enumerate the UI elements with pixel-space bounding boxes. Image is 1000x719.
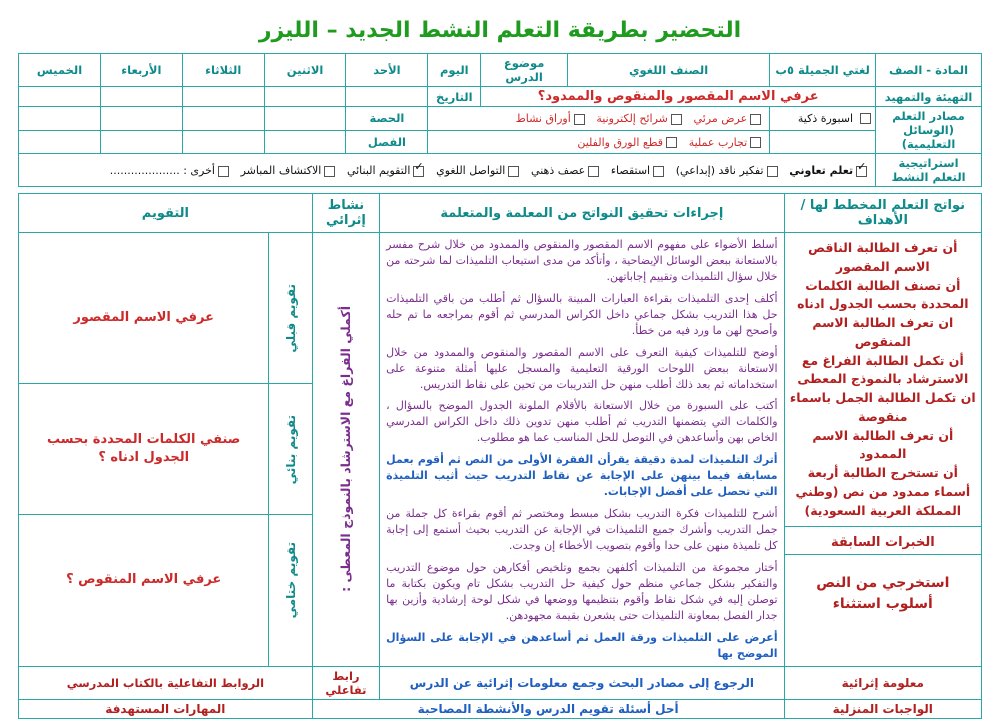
procedure-paragraph: أوضح للتلميذات كيفية التعرف على الاسم المقصور والمنقوص والممدود من خلال الاستعانة ببعض اللوحات الورقية التعليمية والمسجل عليها أمثلة متنوعة على استخداماته ثم بعد ذلك أطلب منهن حل التدريبات من تحين على نقاط التدريس. bbox=[386, 345, 777, 393]
date-label: التاريخ bbox=[428, 87, 481, 107]
main-table bbox=[18, 193, 982, 719]
checkbox-icon[interactable] bbox=[324, 166, 335, 177]
header-table bbox=[18, 53, 982, 187]
eval-type-row bbox=[269, 384, 311, 515]
eval-type-pre bbox=[269, 253, 311, 384]
lesson-title: عرفي الاسم المقصور والمنقوص والممدود؟ bbox=[481, 87, 876, 107]
evaluation-column bbox=[19, 233, 269, 667]
date-thursday[interactable] bbox=[19, 87, 101, 107]
eval-text-formative: صنفي الكلمات المحددة بحسب الجدول ادناه ؟ bbox=[19, 384, 268, 515]
resource-experiments-label: تجارب عملية bbox=[689, 136, 747, 149]
checkbox-icon[interactable] bbox=[860, 113, 871, 124]
resource-slides[interactable] bbox=[596, 112, 681, 125]
checkbox-icon[interactable] bbox=[218, 166, 229, 177]
date-tuesday[interactable] bbox=[182, 87, 264, 107]
period-label: الحصة bbox=[346, 107, 428, 131]
goal-item: أن تصنف الطالبة الكلمات المحددة بحسب الجدول ادناه bbox=[789, 277, 977, 315]
enrichment-column bbox=[312, 233, 379, 667]
checkbox-icon[interactable] bbox=[666, 137, 677, 148]
enrichment-info-label: معلومة إثرائية bbox=[784, 666, 981, 699]
goals-list bbox=[785, 233, 981, 527]
class-tuesday[interactable] bbox=[100, 130, 182, 154]
prior-experience-label-text: الخبرات السابقة bbox=[831, 535, 935, 550]
branch-label: الصنف اللغوي bbox=[567, 54, 769, 87]
eval-type-final-label: تقويم ختامي bbox=[284, 542, 298, 618]
class-monday[interactable] bbox=[182, 130, 264, 154]
period-monday[interactable] bbox=[182, 107, 264, 131]
subject-label: المادة - الصف bbox=[876, 54, 982, 87]
goal-item: ان تعرف الطالبة الاسم المنقوص bbox=[789, 314, 977, 352]
procedure-paragraph: أسلط الأضواء على مفهوم الاسم المقصور والمنقوص والممدود من خلال شرح مفسر بالاستعانة ببعض الوسائل الإيضاحية ، وأتأكد من مدى استيعاب التلميذات لما شرحته من خلال سؤال التلميذات وتقييم إجاباتهن. bbox=[386, 237, 777, 285]
eval-row bbox=[19, 515, 268, 646]
checkbox-checked-icon[interactable] bbox=[856, 166, 867, 177]
strategy-inquiry[interactable] bbox=[611, 164, 664, 177]
checkbox-icon[interactable] bbox=[750, 137, 761, 148]
prior-text-row bbox=[785, 555, 981, 634]
header-row-1 bbox=[19, 54, 982, 87]
resources-empty bbox=[770, 130, 876, 154]
homework-text: أحل أسئلة تقويم الدرس والأنشطة المصاحبة bbox=[312, 699, 784, 718]
period-tuesday[interactable] bbox=[100, 107, 182, 131]
resource-presentation-label: عرض مرئي bbox=[694, 112, 748, 125]
strategy-cooperative-label: تعلم تعاوني bbox=[789, 164, 853, 177]
procedure-paragraph-highlight: أعرض على التلميذات ورقة العمل ثم أساعدهن في الإجابة على السؤال الموضح بها bbox=[386, 630, 777, 662]
checkbox-icon[interactable] bbox=[574, 114, 585, 125]
page-title: التحضير بطريقة التعلم النشط الجديد – الليزر bbox=[18, 18, 982, 43]
footer-row-enrichment bbox=[19, 666, 982, 699]
strategy-options bbox=[19, 154, 876, 187]
resource-slides-label: شرائح إلكترونية bbox=[596, 112, 667, 125]
procedure-paragraph: أكلف إحدى التلميذات بقراءة العبارات المبينة بالسؤال ثم أطلب من باقي التلميذات حل هذا التدريب بشكل جماعي داخل الكراس المدرسي ثم أقوم بمراجعه ما تم حله وأصحح لهن ما ورد فيه من خطأ. bbox=[386, 291, 777, 339]
checkbox-icon[interactable] bbox=[750, 114, 761, 125]
goal-item: أن تعرف الطالبة الاسم الممدود bbox=[789, 427, 977, 465]
eval-type-formative-label: تقويم بنائي bbox=[284, 415, 298, 484]
enrichment-header: نشاط إثرائي bbox=[312, 194, 379, 233]
strategy-formative[interactable] bbox=[347, 164, 424, 177]
resource-experiments[interactable] bbox=[689, 136, 761, 149]
date-sunday[interactable] bbox=[346, 87, 428, 107]
eval-type-formative bbox=[269, 384, 311, 515]
skills-label: المهارات المستهدفة bbox=[19, 699, 313, 718]
goal-item: أن تستخرج الطالبة أربعة أسماء ممدود من نص (وطني المملكة العربية السعودية) bbox=[789, 464, 977, 520]
resources-group-2 bbox=[428, 130, 770, 154]
checkbox-icon[interactable] bbox=[588, 166, 599, 177]
lesson-topic-label: موضوع الدرس bbox=[481, 54, 568, 87]
subject-value: لغتي الجميلة ٥ب bbox=[770, 54, 876, 87]
enrichment-text: أكملي الفراغ مع الاسترشاد بالنموذج المعطى : bbox=[338, 306, 353, 592]
resources-group-1 bbox=[428, 107, 770, 131]
eval-type-pre-label: تقويم قبلي bbox=[284, 284, 298, 353]
resource-worksheets[interactable] bbox=[516, 112, 585, 125]
class-wednesday[interactable] bbox=[19, 130, 101, 154]
strategy-brainstorm-label: عصف ذهني bbox=[531, 164, 585, 177]
interactive-link-label[interactable]: رابط تفاعلي bbox=[312, 666, 379, 699]
main-header-row bbox=[19, 194, 982, 233]
eval-text-pre: عرفي الاسم المقصور bbox=[19, 253, 268, 384]
eval-row bbox=[19, 253, 268, 384]
strategy-discovery[interactable] bbox=[241, 164, 336, 177]
enrichment-info-text: الرجوع إلى مصادر البحث وجمع معلومات إثرائية عن الدرس bbox=[380, 666, 784, 699]
checkbox-icon[interactable] bbox=[653, 166, 664, 177]
day-sunday: الأحد bbox=[346, 54, 428, 87]
date-monday[interactable] bbox=[264, 87, 346, 107]
prior-experience-value: استخرجي من النص أسلوب استثناء bbox=[791, 573, 975, 615]
day-wednesday: الأربعاء bbox=[100, 54, 182, 87]
period-wednesday[interactable] bbox=[19, 107, 101, 131]
strategy-discovery-label: الاكتشاف المباشر bbox=[241, 164, 322, 177]
resource-paper-cork[interactable] bbox=[577, 136, 677, 149]
eval-type-final bbox=[269, 515, 311, 646]
header-row-5 bbox=[19, 154, 982, 187]
goals-column bbox=[784, 233, 981, 667]
interactive-links-book[interactable]: الروابط التفاعلية بالكتاب المدرسي bbox=[19, 666, 313, 699]
day-thursday: الخميس bbox=[19, 54, 101, 87]
checkbox-icon[interactable] bbox=[671, 114, 682, 125]
evaluation-type-column bbox=[269, 233, 312, 667]
strategy-inquiry-label: استقصاء bbox=[611, 164, 650, 177]
resources-label-text: مصادر التعلم (الوسائل التعليمية) bbox=[892, 109, 964, 151]
header-row-3 bbox=[19, 107, 982, 131]
period-sunday[interactable] bbox=[264, 107, 346, 131]
strategy-communication-label: التواصل اللغوي bbox=[436, 164, 505, 177]
day-monday: الاثنين bbox=[264, 54, 346, 87]
strategy-brainstorm[interactable] bbox=[531, 164, 599, 177]
resource-smartboard-label: اسبورة ذكية bbox=[798, 112, 853, 125]
goal-item: ان تكمل الطالبة الجمل باسماء منقوصة bbox=[789, 389, 977, 427]
procedure-paragraph: أشرح للتلميذات فكرة التدريب بشكل مبسط ومختصر ثم أقوم بقراءة كل جملة من جمل التدريب وأشرك جميع التلميذات في الإجابة عن التدريب بحيث أستمع إلى إجابة كل تلميذة منهن على حدا وأقوم بتصويب الأخطاء إن وجدت. bbox=[386, 506, 777, 554]
class-label: الفصل bbox=[346, 130, 428, 154]
strategy-other[interactable] bbox=[110, 164, 229, 177]
prep-label: التهيئة والتمهيد bbox=[876, 87, 982, 107]
resource-smartboard[interactable] bbox=[770, 107, 876, 131]
procedure-paragraph: أكتب على السبورة من خلال الاستعانة بالأقلام الملونة الجدول الموضح بالسؤال ، والكلمات التي يتضمنها التدريب ثم أطلب منهن تدوين ذلك داخل الكراس المدرسي الخاص بهن وأساعدهن في التوصل للحل المناسب عما هو مطلوب. bbox=[386, 398, 777, 446]
resource-worksheets-label: أوراق نشاط bbox=[516, 112, 571, 125]
header-row-2 bbox=[19, 87, 982, 107]
resource-presentation[interactable] bbox=[694, 112, 762, 125]
eval-type-row bbox=[269, 253, 311, 384]
class-sunday[interactable] bbox=[264, 130, 346, 154]
day-tuesday: الثلاثاء bbox=[182, 54, 264, 87]
eval-type-row bbox=[269, 515, 311, 646]
prior-experience-text bbox=[785, 555, 981, 634]
checkbox-icon[interactable] bbox=[767, 166, 778, 177]
header-row-4 bbox=[19, 130, 982, 154]
procedures-header: إجراءات تحقيق النواتج من المعلمة والمتعلمة bbox=[380, 194, 784, 233]
date-wednesday[interactable] bbox=[100, 87, 182, 107]
evaluation-header: التقويم bbox=[19, 194, 313, 233]
strategy-communication[interactable] bbox=[436, 164, 519, 177]
homework-label: الواجبات المنزلية bbox=[784, 699, 981, 718]
strategy-formative-label: التقويم البنائي bbox=[347, 164, 410, 177]
procedure-paragraph: أختار مجموعة من التلميذات أكلفهن بجمع وتلخيص أفكارهن حول موضوع التدريب والتفكير بشكل جماعي منظم حول كيفية حل التدريب بشكل تام ويكون بكتابة ما توصلن إليه في شكل نقاط وأقوم بتنظيمها ووضعها في شكل لوحة إرشادية وأزين بها جدار الفصل بمعاونة التلميذات حتى يشعرن بقيمة مجهودهن. bbox=[386, 560, 777, 624]
goal-item: أن تكمل الطالبة الفراغ مع الاسترشاد بالنموذج المعطى bbox=[789, 352, 977, 390]
eval-row bbox=[19, 384, 268, 515]
strategy-critical-label: تفكير ناقد (إبداعي) bbox=[676, 164, 764, 177]
main-body-row bbox=[19, 233, 982, 667]
strategy-label bbox=[876, 154, 982, 187]
prior-experience-label bbox=[785, 527, 981, 555]
goals-header: نواتج التعلم المخطط لها /الأهداف bbox=[784, 194, 981, 233]
goal-item: أن تعرف الطالبة الناقص الاسم المقصور bbox=[789, 239, 977, 277]
day-label: اليوم bbox=[428, 54, 481, 87]
resource-paper-cork-label: قطع الورق والفلين bbox=[577, 136, 663, 149]
strategy-other-label: أخرى : .................... bbox=[110, 164, 215, 177]
strategy-label-text: استراتيجية التعلم النشط bbox=[891, 156, 965, 184]
eval-text-final: عرفي الاسم المنقوص ؟ bbox=[19, 515, 268, 646]
goals-list-row bbox=[785, 233, 981, 527]
checkbox-checked-icon[interactable] bbox=[413, 166, 424, 177]
procedure-paragraph-highlight: أترك التلميذات لمدة دقيقة يقرأن الفقرة الأولى من النص ثم أقوم بعمل مسابقة فيما بينهن على الإجابة عن نقاط التدريب حيث أثيب التلميذة التي تحصل على أفضل الإجابات. bbox=[386, 452, 777, 500]
strategy-cooperative[interactable] bbox=[789, 164, 867, 177]
checkbox-icon[interactable] bbox=[508, 166, 519, 177]
prior-label-row bbox=[785, 527, 981, 555]
resources-label bbox=[876, 107, 982, 154]
procedures-column bbox=[380, 233, 784, 667]
strategy-critical[interactable] bbox=[676, 164, 778, 177]
footer-row-homework bbox=[19, 699, 982, 718]
